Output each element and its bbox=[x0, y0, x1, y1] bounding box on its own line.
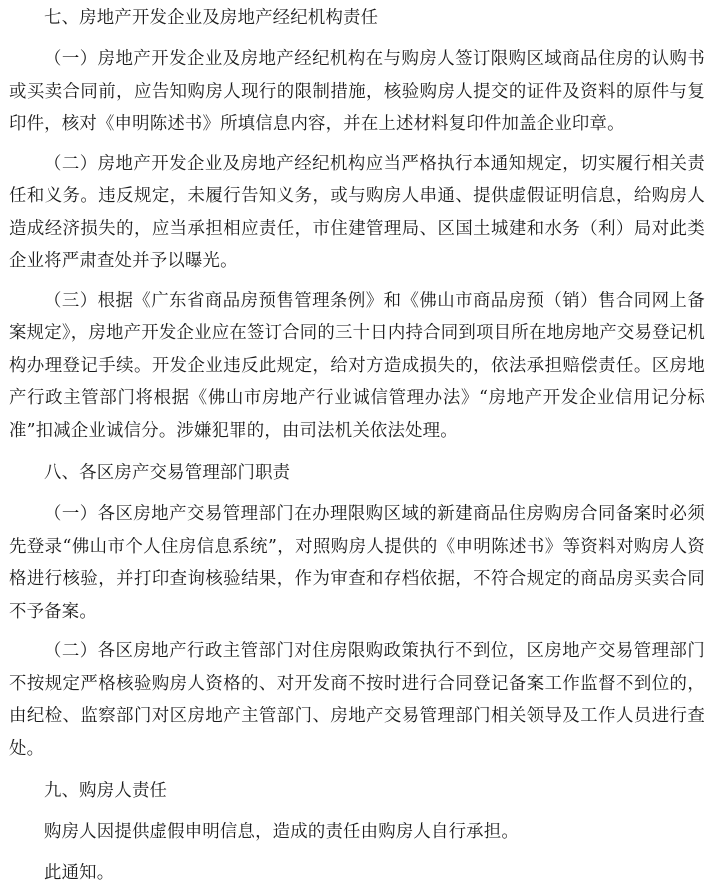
paragraph-7-2: （二）房地产开发企业及房地产经纪机构应当严格执行本通知规定，切实履行相关责任和义务。违反规定，未履行告知义务，或与购房人串通、提供虚假证明信息，给购房人造成经济损失的，应当承担相应责任，市住建管理局、区国土城建和水务（利）局对此类企业将严肃查处并予以曝光。 bbox=[9, 148, 705, 278]
section-heading-9: 九、购房人责任 bbox=[9, 774, 705, 808]
section-heading-8: 八、各区房产交易管理部门职责 bbox=[9, 456, 705, 490]
section-heading-7: 七、房地产开发企业及房地产经纪机构责任 bbox=[9, 1, 705, 35]
paragraph-7-1: （一）房地产开发企业及房地产经纪机构在与购房人签订限购区域商品住房的认购书或买卖合同前，应告知购房人现行的限制措施，核验购房人提交的证件及资料的原件与复印件，核对《申明陈述书》所填信息内容，并在上述材料复印件加盖企业印章。 bbox=[9, 43, 705, 141]
document-page bbox=[9, 0, 705, 889]
paragraph-9-1: 购房人因提供虚假申明信息，造成的责任由购房人自行承担。 bbox=[9, 816, 705, 849]
paragraph-7-3: （三）根据《广东省商品房预售管理条例》和《佛山市商品房预（销）售合同网上备案规定》，房地产开发企业应在签订合同的三十日内持合同到项目所在地房地产交易登记机构办理登记手续。开发企业违反此规定，给对方造成损失的，依法承担赔偿责任。区房地产行政主管部门将根据《佛山市房地产行业诚信管理办法》“房地产开发企业信用记分标准”扣减企业诚信分。涉嫌犯罪的，由司法机关依法处理。 bbox=[9, 285, 705, 448]
paragraph-8-2: （二）各区房地产行政主管部门对住房限购政策执行不到位，区房地产交易管理部门不按规定严格核验购房人资格的、对开发商不按时进行合同登记备案工作监督不到位的，由纪检、监察部门对区房地产主管部门、房地产交易管理部门相关领导及工作人员进行查处。 bbox=[9, 635, 705, 765]
paragraph-8-1: （一）各区房地产交易管理部门在办理限购区域的新建商品住房购房合同备案时必须先登录“佛山市个人住房信息系统”，对照购房人提供的《申明陈述书》等资料对购房人资格进行核验，并打印查询核验结果，作为审查和存档依据，不符合规定的商品房买卖合同不予备案。 bbox=[9, 498, 705, 628]
closing-line: 此通知。 bbox=[9, 857, 705, 889]
